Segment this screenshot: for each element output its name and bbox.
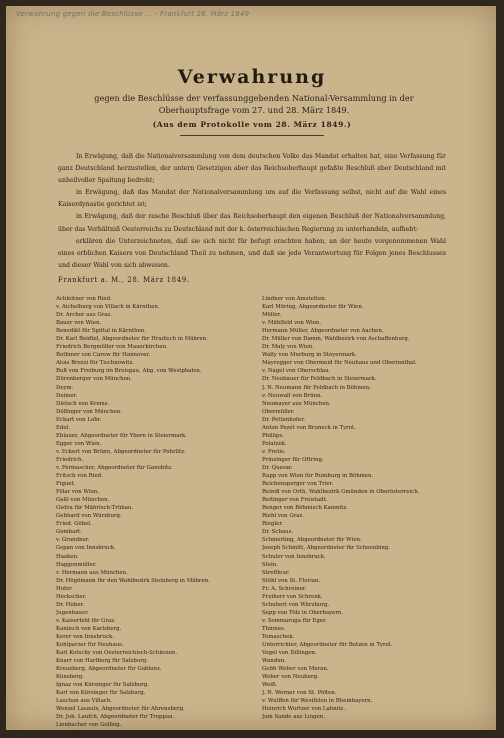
signers-right-column	[262, 295, 462, 721]
signer-name: Gspan von Innsbruck.	[56, 545, 116, 552]
signer-name: Haaken.	[56, 553, 79, 560]
signer-name: Stöhl von St. Florian.	[262, 577, 321, 584]
signer-name: Dr. Maly von Wien.	[262, 344, 314, 351]
signer-name: Prinzinger für Oftring.	[262, 456, 324, 463]
signer-name: Reitinger von Freistadt.	[262, 497, 328, 504]
signer-name: Ignaz von Kürsinger für Salzburg.	[56, 682, 150, 689]
signer-name: Mayregger von Obermeid für Neuhaus und Oberinnthal.	[262, 360, 417, 367]
signer-name: Dr. Neubauer für Feldbach in Steiermark.	[262, 376, 377, 383]
signer-name: Weber von Neuburg.	[262, 674, 319, 681]
signer-name: v. Wulffen für Westfelen in Rheinbayern.	[262, 698, 373, 705]
signer-name: v. Neuwall von Brünn.	[262, 392, 323, 399]
signer-name: Laschan aus Villach.	[56, 698, 113, 705]
paragraph: in Erwägung, daß der rasche Beschluß über das Reichsoberhaupt den eigenen Beschluß der Nationalversammlung, über das Verhältniß Oesterreichs zu Deutschland mit der k. österreichischen Regierung zu unterhandeln, aufhebt:	[58, 213, 446, 233]
signer-name: Deym.	[56, 384, 74, 391]
signer-name: Bauer von Wien.	[56, 320, 102, 327]
signer-name: v. Fermascher, Abgeordneter für Ganobitz.	[56, 464, 173, 471]
divider-rule	[180, 135, 324, 136]
signer-name: Friedrich.	[56, 456, 84, 463]
signer-name: J. N. Werner von St. Pölten.	[262, 690, 337, 697]
signer-name: Rapp von Wien für Rumburg in Böhmen.	[262, 473, 374, 480]
signer-name: Joseph Schmitt, Abgeordneter für Schoenbing.	[262, 545, 391, 552]
signer-name: Dr. v. Linde.	[56, 730, 89, 737]
signer-name: Renger von Böhmisch Kamnitz.	[262, 505, 348, 512]
signer-name: Fölar von Wien.	[56, 489, 99, 496]
signer-name: Kaniisch von Karlsberg.	[56, 625, 122, 632]
signer-name: Haggenmüller.	[56, 561, 97, 568]
signer-name: Lindner von Amstetten.	[262, 296, 327, 302]
paragraph: In Erwägung, daß die Nationalversammlung von dem deutschen Volke das Mandat erhalten hat, eine Verfassung für ganz Deutschland herzustellen, der untern Gesetzigen aber das Reichsoberhaupt gefaßte Beschluß aber Deutschland mit unheilvoller Spaltung bedroht;	[58, 153, 446, 185]
document-title: Verwahrung	[177, 66, 327, 88]
signer-name: Figuet.	[56, 481, 76, 488]
signer-name: Dr. Karl Beidtel, Abgeordneter für Hradisch in Mähren.	[56, 336, 208, 343]
signer-name: Achleitner von Ried.	[56, 296, 112, 302]
signer-name: Gistra für Mährisch-Trübau.	[56, 505, 134, 512]
signer-name: Schubert von Würzburg.	[262, 601, 330, 608]
signer-name: Heinrich Wurtzer von Lahnitz.	[262, 706, 346, 713]
signer-name: Dr. Schaus.	[262, 529, 294, 536]
signer-name: Riegler.	[262, 521, 284, 528]
signer-name: Künsberg.	[56, 674, 85, 681]
signer-name: Eckart von Lohr.	[56, 416, 102, 423]
signer-name: Hermann Müller, Abgeordneter von Aachen.	[262, 328, 384, 335]
signer-name: Reindl von Orth, Wahlbezirk Gmünden in Oberösterreich.	[262, 489, 420, 496]
signer-name: Döllinger von München.	[56, 408, 122, 415]
signer-name: Lienbacher von Golling.	[56, 722, 122, 729]
signer-name: Benedikt für Spittal in Kärnthen.	[56, 328, 146, 335]
paragraph: erklären die Unterzeichneten, daß sie sich nicht für befugt erachten haben, an der heute vorgenommenen Wahl eines erblichen Kaisers von Deutschland Theil zu nehmen, und daß sie jede Verantwortung für Folgen jenes Beschlusses und dieser Wahl von sich abweisen.	[58, 237, 446, 269]
signer-name: Gebhard von Würzburg.	[56, 513, 122, 520]
signer-name: Dr. Högömann für den Wahlbezirk Steinberg in Mähren.	[56, 577, 210, 584]
signer-name: Wally von Murburg in Steyermark.	[262, 352, 357, 359]
signer-name: Obermüller.	[262, 408, 295, 415]
signer-name: Reichensperger von Trier.	[262, 481, 334, 488]
signer-name: v. Eckert von Brünn, Abgeordneter für Pohrlitz.	[56, 448, 186, 455]
signer-name: Edel.	[56, 424, 71, 431]
signer-name: Knarr von Hartberg für Salzburg.	[56, 658, 148, 665]
protocol-note: (Aus dem Protokolle vom 28. März 1849.)	[152, 120, 352, 129]
paragraph: in Erwägung, daß das Mandat der Nationalversammlung um auf die Verfassung selbst, nicht auf die Wahl eines Kaiserdynastie gerichtet ist;	[58, 189, 446, 209]
signer-name: Dr. Archer aus Graz.	[56, 312, 112, 319]
signer-name: Deimer.	[56, 392, 78, 399]
signer-name: v. Nagel von Oberschlau.	[262, 368, 331, 375]
signer-name: J. N. Neumann für Feldbach in Böhmen.	[262, 384, 371, 391]
signer-name: Egger von Wien.	[56, 440, 102, 447]
signer-name: Streffleur.	[262, 569, 290, 576]
signer-name: Dr. Huber.	[56, 601, 85, 608]
signer-name: Neumayer aus München.	[262, 400, 331, 407]
signer-name: Wandun.	[262, 658, 286, 665]
declaration-body	[58, 151, 446, 272]
signer-name: Tomaschek.	[262, 633, 295, 640]
signer-name: Buß von Freiburg im Breisgau, Abg. von Westphalen.	[56, 368, 202, 375]
signer-name: Hofer.	[56, 585, 73, 592]
signers-left-column	[56, 295, 256, 738]
signer-name: Karl von Kürsinger für Salzburg.	[56, 690, 146, 697]
signer-name: Kreuzberg, Abgeordneter für Gablonz.	[56, 666, 162, 673]
signer-name: Freiherr von Schrenk.	[262, 593, 323, 600]
signer-name: v. Hermann aus München.	[56, 569, 128, 576]
signer-name: v. Grundner.	[56, 537, 90, 544]
signer-name: Dürenberger von München.	[56, 376, 132, 383]
signer-name: Weiß.	[262, 682, 278, 689]
signer-name: Fried. Göbel.	[56, 521, 92, 528]
document-subtitle: gegen die Beschlüsse der verfassunggebenden National-Versammlung in der Oberhauptsfrage vom 27. und 28. März 1849.	[94, 93, 414, 115]
signer-name: Sepp von Tölz in Oberbayern.	[262, 609, 344, 616]
signer-name: Kerer von Innsbruck.	[56, 633, 114, 640]
signer-name: Eblauer, Abgeordneter für Ybern in Steiermark.	[56, 432, 188, 439]
signer-name: Schmerling, Abgeordneter für Wien.	[262, 537, 362, 544]
signer-name: Dr. Quesar.	[262, 464, 293, 471]
signer-name: Bothmer von Carow für Hannover.	[56, 352, 151, 359]
signer-name: Gaßl von München.	[56, 497, 110, 504]
signer-name: Gebh Weber von Meran.	[262, 666, 329, 673]
signer-name: Dr. Joh. Laufch, Abgeordneter für Troppau.	[56, 714, 175, 721]
signer-name: Möller.	[262, 312, 282, 319]
signer-name: Friedrich Bergmüller von Mauerkirchen.	[56, 344, 168, 351]
signer-name: Unterrichter, Abgeordneter für Botzen in Tyrol.	[262, 642, 393, 649]
place-date: Frankfurt a. M., 28. März 1849.	[58, 276, 190, 284]
signer-name: v. Sommaruga für Eger.	[262, 617, 327, 624]
signer-name: Anton Pezet von Bruneck in Tyrol.	[262, 424, 356, 431]
signer-name: v. Aichelburg von Villach in Kärnthen.	[56, 304, 160, 311]
signer-name: Jugenbauer.	[56, 609, 89, 616]
signer-name: Dr. Müller von Damm, Wahlbezirk von Aschaffenburg.	[262, 336, 410, 343]
signer-name: Dietsch von Krems.	[56, 400, 110, 407]
signer-name: v. Kaiserfeld für Graz.	[56, 617, 116, 624]
signer-name: Karl Möring, Abgeordneter für Wien.	[262, 304, 364, 311]
signer-name: Phillips.	[262, 432, 284, 439]
signer-name: Schuler von Innsbruck.	[262, 553, 326, 560]
signer-name: Heckscher.	[56, 593, 87, 600]
handwritten-note: Verwahrung gegen die Beschlüsse ... - Frankfurt 28. März 1849	[16, 10, 250, 18]
signer-name: Fritsch von Ried.	[56, 473, 103, 480]
signer-name: Polatzek.	[262, 440, 287, 447]
signer-name: v. Mühlfeld von Wien.	[262, 320, 322, 327]
signer-name: Kohlparzer für Neuhaus.	[56, 642, 124, 649]
signer-name: Fr. A. Schreiner.	[262, 585, 307, 592]
signer-name: Alois Brezzi für Tischnowitz.	[56, 360, 135, 367]
signer-name: Riehl von Graz.	[262, 513, 305, 520]
signer-name: Vogel von Dillingen.	[262, 650, 317, 657]
signer-name: Jum Sande aus Lingen.	[262, 714, 325, 721]
signer-name: v. Pretis.	[262, 448, 286, 455]
signer-name: Thinnes.	[262, 625, 286, 632]
signer-name: Wenzel Lasaulx, Abgeordneter für Ahrensberg.	[56, 706, 185, 713]
signer-name: Stein.	[262, 561, 278, 568]
signer-name: Karl Kotschy von Oesterreichisch-Schlesien.	[56, 650, 178, 657]
signer-name: Gombart.	[56, 529, 82, 536]
signer-name: Dr. Pettenhofer.	[262, 416, 305, 423]
